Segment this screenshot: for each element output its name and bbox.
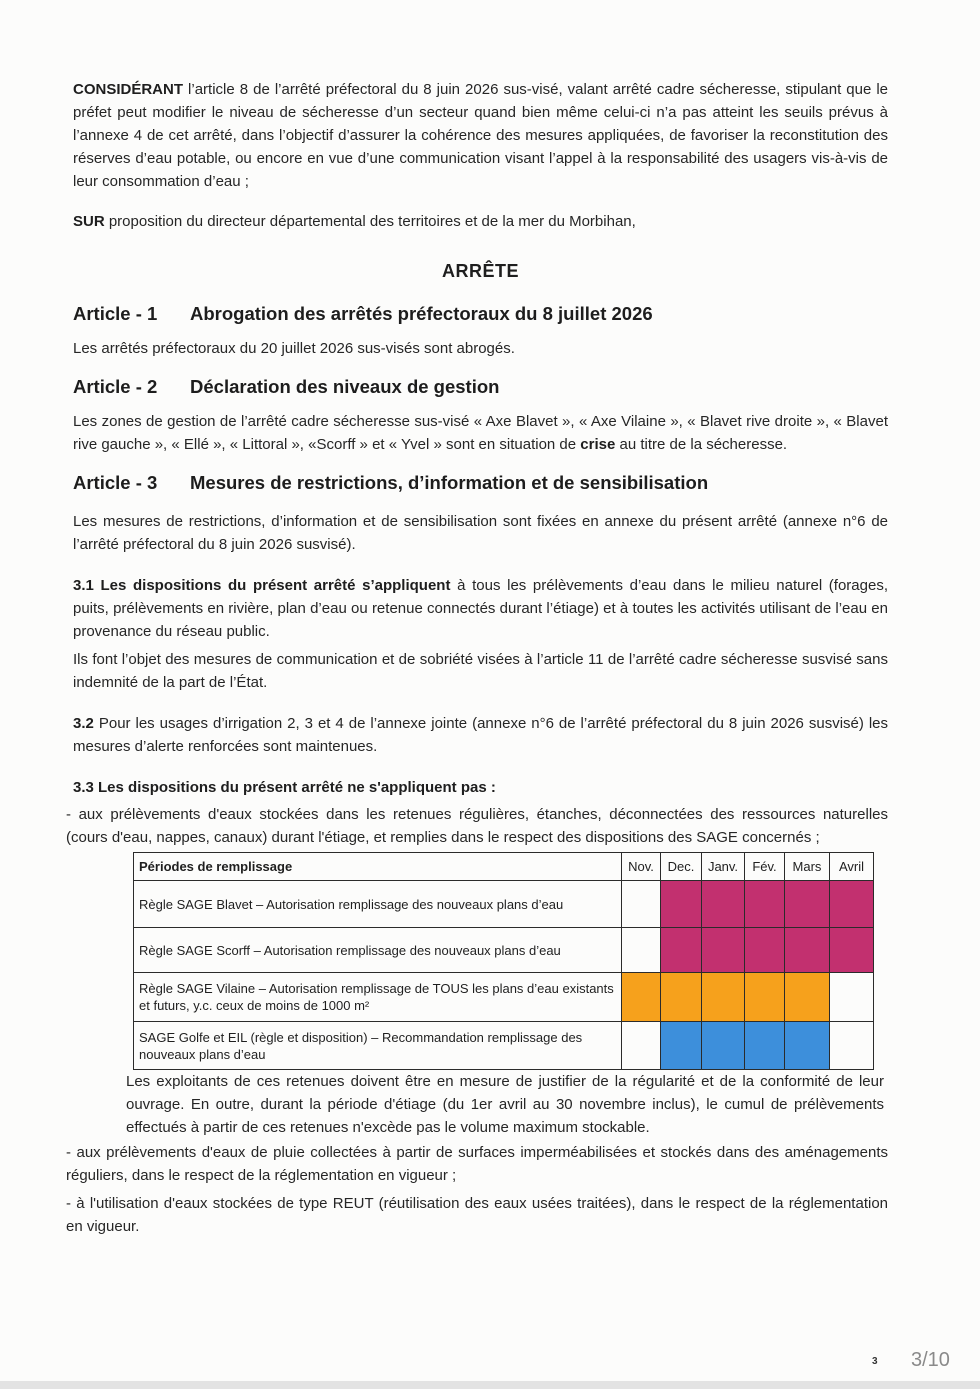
month-cell-filled — [702, 928, 745, 973]
section-3-1-paragraph — [73, 574, 888, 643]
month-cell-filled — [785, 973, 830, 1022]
month-cell-filled — [785, 1022, 830, 1070]
month-cell-filled — [661, 928, 702, 973]
bottom-bar — [0, 1381, 980, 1389]
table-row-label: SAGE Golfe et EIL (règle et disposition) – Recommandation remplissage des nouveaux plans d’eau — [134, 1022, 622, 1070]
considerant-paragraph — [73, 78, 888, 193]
month-cell-filled — [745, 1022, 785, 1070]
section-3-3-after-table: Les exploitants de ces retenues doivent être en mesure de justifier de la régularité et de la conformité de leur ouvrage. En outre, durant la période d'étiage (du 1er avril au 30 novembre inclus), le cumul de prélèvements effectués à partir de ces retenues n'excède pas le volume maximum stockable. — [126, 1073, 884, 1136]
month-cell-filled — [785, 881, 830, 928]
table-header-month: Mars — [785, 853, 830, 881]
section-3-2-text: Pour les usages d’irrigation 2, 3 et 4 de l’annexe jointe (annexe n°6 de l’arrêté préfectoral du 8 juin 2026 susvisé) les mesures d’alerte renforcées sont maintenues. — [73, 715, 889, 755]
article-1-number: Article - 1 — [73, 303, 158, 324]
month-cell-filled — [661, 973, 702, 1022]
month-cell-empty — [830, 973, 874, 1022]
article-3-title: Mesures de restrictions, d’information et de sensibilisation — [190, 472, 709, 493]
section-3-1-paragraph-2: Ils font l’objet des mesures de communication et de sobriété visées à l’article 11 de l’arrêté cadre sécheresse susvisé sans indemnité de la part de l’État. — [73, 651, 888, 691]
table-header-month: Janv. — [702, 853, 745, 881]
month-cell-filled — [702, 881, 745, 928]
table-row-label: Règle SAGE Scorff – Autorisation remplissage des nouveaux plans d’eau — [134, 928, 622, 973]
article-3-number: Article - 3 — [73, 472, 158, 493]
month-cell-empty — [622, 881, 661, 928]
article-2-body-bold: crise — [580, 436, 616, 453]
article-2-title: Déclaration des niveaux de gestion — [190, 376, 500, 397]
sur-lead: SUR — [73, 213, 105, 230]
table-row — [134, 973, 874, 1022]
section-3-2-paragraph — [73, 712, 888, 758]
table-header-month: Dec. — [661, 853, 702, 881]
document-body — [66, 78, 889, 1238]
article-2-body — [73, 410, 888, 456]
month-cell-filled — [702, 973, 745, 1022]
article-3-intro: Les mesures de restrictions, d’information et de sensibilisation sont fixées en annexe du présent arrêté (annexe n°6 de l’arrêté préfectoral du 8 juin 2026 susvisé). — [73, 513, 888, 553]
considerant-lead: CONSIDÉRANT — [73, 81, 184, 98]
decree-title: ARRÊTE — [441, 261, 519, 281]
month-cell-filled — [745, 881, 785, 928]
month-cell-filled — [622, 973, 661, 1022]
article-2-heading — [73, 375, 888, 399]
sur-text: proposition du directeur départemental des territoires et de la mer du Morbihan, — [108, 213, 636, 230]
page-indicator: 3/10 — [911, 1349, 950, 1371]
filling-periods-table — [133, 852, 874, 1070]
article-2-number: Article - 2 — [73, 376, 158, 397]
section-3-3-heading: 3.3 Les dispositions du présent arrêté ne s'appliquent pas : — [73, 779, 496, 796]
table-body — [134, 881, 874, 1070]
month-cell-empty — [830, 1022, 874, 1070]
month-cell-filled — [785, 928, 830, 973]
table-header-month: Avril — [830, 853, 874, 881]
page-number: 3 — [872, 1356, 878, 1367]
month-cell-filled — [702, 1022, 745, 1070]
month-cell-empty — [622, 1022, 661, 1070]
considerant-text: l’article 8 de l’arrêté préfectoral du 8 juin 2026 sus-visé, valant arrêté cadre sécheresse, stipulant que le préfet peut modifier le niveau de sécheresse d’un secteur quand bien même celui-ci n’a pas atteint les seuils prévus à l’annexe 4 de cet arrêté, dans l’objectif d’assurer la cohérence des mesures appliquées, de favoriser la reconstitution des réserves d’eau potable, ou encore en vue d’une communication visant l’appel à la responsabilité des usagers vis-à-vis de leur consommation d’eau ; — [73, 81, 888, 190]
table-row — [134, 881, 874, 928]
section-3-1-lead: 3.1 Les dispositions du présent arrêté s’appliquent — [73, 577, 451, 594]
table-row-label: Règle SAGE Blavet – Autorisation remplissage des nouveaux plans d’eau — [134, 881, 622, 928]
month-cell-filled — [745, 973, 785, 1022]
section-3-3-bullet-2: - aux prélèvements d'eaux de pluie collectées à partir de surfaces imperméabilisées et stockés dans des aménagements réguliers, dans le respect de la réglementation en vigueur ; — [66, 1144, 888, 1184]
section-3-1-text: à tous les prélèvements d’eau dans le milieu naturel (forages, puits, prélèvements en rivière, plan d’eau ou retenue connectés durant l’étiage) et à toutes les activités utilisant de l’eau en provenance du réseau public. — [73, 577, 888, 640]
article-2-body-after: au titre de la sécheresse. — [619, 436, 788, 453]
article-1-heading — [73, 302, 888, 326]
article-1-body: Les arrêtés préfectoraux du 20 juillet 2026 sus-visés sont abrogés. — [73, 340, 515, 357]
table-header-month: Fév. — [745, 853, 785, 881]
section-3-2-lead: 3.2 — [73, 715, 94, 732]
section-3-3-bullet-3: - à l'utilisation d'eaux stockées de type REUT (réutilisation des eaux usées traitées), dans le respect de la réglementation en vigueur. — [66, 1195, 888, 1235]
month-cell-filled — [745, 928, 785, 973]
article-2-body-before: Les zones de gestion de l’arrêté cadre sécheresse sus-visé « Axe Blavet », « Axe Vilaine », « Blavet rive droite », « Blavet rive gauche », « Ellé », « Littoral », «Scorff » et « Yvel » sont en situation de — [73, 413, 888, 453]
table-header-month: Nov. — [622, 853, 661, 881]
table-row — [134, 1022, 874, 1070]
table-row — [134, 928, 874, 973]
month-cell-filled — [661, 881, 702, 928]
article-3-heading — [73, 471, 888, 495]
table-header-row — [134, 853, 874, 881]
month-cell-filled — [830, 881, 874, 928]
section-3-3-bullet-1: - aux prélèvements d'eaux stockées dans les retenues régulières, étanches, déconnectées des ressources naturelles (cours d'eau, nappes, canaux) durant l'étiage, et remplies dans le respect des dispositions des SAGE concernés ; — [66, 806, 888, 846]
table-row-label: Règle SAGE Vilaine – Autorisation remplissage de TOUS les plans d’eau existants et futurs, y.c. ceux de moins de 1000 m² — [134, 973, 622, 1022]
month-cell-filled — [830, 928, 874, 973]
article-1-title: Abrogation des arrêtés préfectoraux du 8 juillet 2026 — [190, 303, 653, 324]
month-cell-filled — [661, 1022, 702, 1070]
table-header-periods: Périodes de remplissage — [134, 853, 622, 881]
sur-paragraph — [73, 210, 888, 233]
month-cell-empty — [622, 928, 661, 973]
